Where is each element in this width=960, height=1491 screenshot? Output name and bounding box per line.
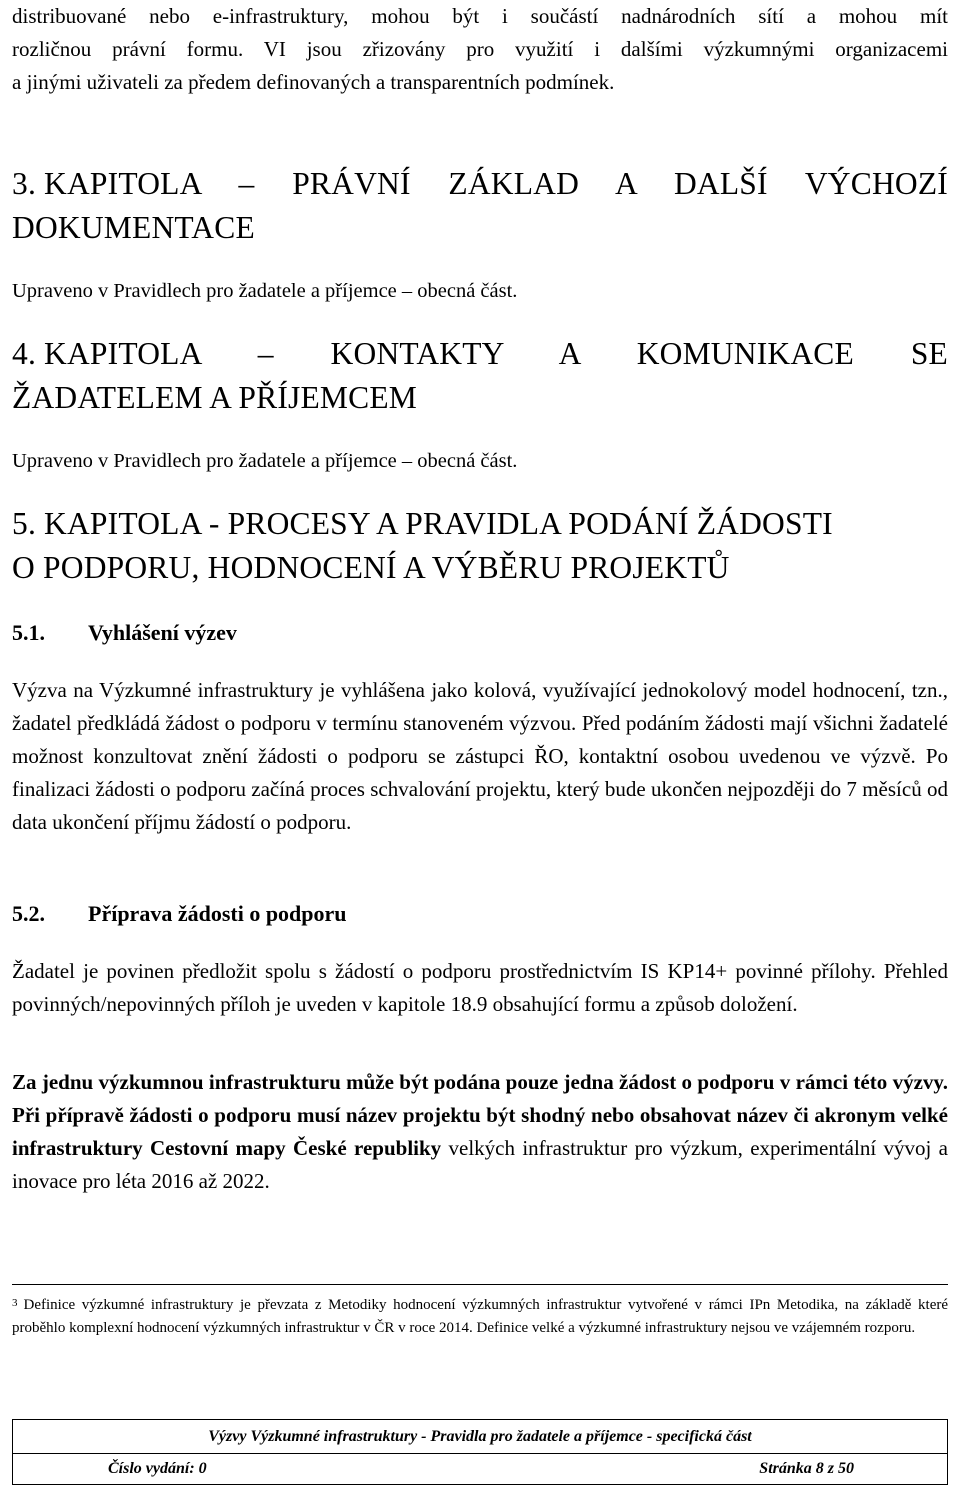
chapter-5-number: 5. <box>12 506 37 541</box>
chapter-5-heading <box>12 502 948 590</box>
section-5-2-body-1 <box>12 955 948 1021</box>
chapter-4-heading <box>12 332 948 420</box>
chapter-4-note: Upraveno v Pravidlech pro žadatele a příjemce – obecná část. <box>12 450 518 472</box>
footnote-separator <box>12 1284 948 1285</box>
chapter-4-number: 4. <box>12 336 37 371</box>
section-5-2-title: Příprava žádosti o podporu <box>88 901 347 926</box>
intro-line-3: a jinými uživateli za předem definovaných a transparentních podmínek. <box>12 70 615 94</box>
section-5-2-bold-text: Za jednu výzkumnou infrastrukturu může být podána pouze jedna žádost o podporu v rámci této výzvy. Při přípravě žádosti o podporu musí název projektu být shodný nebo obsahovat název či akronym velké infrastruktury Cestovní mapy České republiky <box>12 1070 948 1160</box>
section-5-1-body <box>12 674 948 839</box>
chapter-5-title-line-1: KAPITOLA - PROCESY A PRAVIDLA PODÁNÍ ŽÁDOSTI <box>44 506 833 541</box>
chapter-3-title-line-2: DOKUMENTACE <box>12 210 255 245</box>
section-5-1-text: Výzva na Výzkumné infrastruktury je vyhlášena jako kolová, využívající jednokolový model hodnocení, tzn., žadatel předkládá žádost o podporu v termínu stanoveném výzvou. Před podáním žádosti mají všichni žadatelé možnost konzultovat znění žádosti o podporu se zástupci ŘO, kontaktní osobou uvedenou ve výzvě. Po finalizaci žádosti o podporu začíná proces schvalování projektu, který bude ukončen nejpozději do 7 měsíců od data ukončení příjmu žádostí o podporu. <box>12 678 948 834</box>
intro-paragraph <box>12 0 948 99</box>
chapter-3-note: Upraveno v Pravidlech pro žadatele a příjemce – obecná část. <box>12 280 518 302</box>
intro-line-2: rozličnou právní formu. VI jsou zřizovány pro využití i dalšími výzkumnými organizacemi <box>12 37 948 61</box>
footnote-mark: 3 <box>12 1297 18 1309</box>
section-5-2-body-2 <box>12 1066 948 1198</box>
chapter-4-note-block <box>12 446 948 476</box>
section-5-2-heading <box>12 899 948 929</box>
page-footer <box>12 1419 948 1485</box>
section-5-2-text-1: Žadatel je povinen předložit spolu s žádostí o podporu prostřednictvím IS KP14+ povinné přílohy. Přehled povinných/nepovinných příloh je uveden v kapitole 18.9 obsahující formu a způsob doložení. <box>12 959 948 1016</box>
chapter-3-note-block <box>12 276 948 306</box>
chapter-5-title-line-2: O PODPORU, HODNOCENÍ A VÝBĚRU PROJEKTŮ <box>12 550 730 585</box>
chapter-3-heading <box>12 162 948 250</box>
chapter-4-title-line-1: KAPITOLA – KONTAKTY A KOMUNIKACE SE <box>44 336 948 371</box>
footnote <box>12 1294 948 1340</box>
chapter-4-title-line-2: ŽADATELEM A PŘÍJEMCEM <box>12 380 417 415</box>
footer-title: Výzvy Výzkumné infrastruktury - Pravidla pro žadatele a příjemce - specifická část <box>208 1428 752 1445</box>
intro-line-1: distribuované nebo e-infrastruktury, mohou být i součástí nadnárodních sítí a mohou mít <box>12 4 948 28</box>
section-5-2-rest-text: velkých infrastruktur pro výzkum, experimentální vývoj a inovace pro léta 2016 až 2022. <box>12 1136 948 1193</box>
footnote-text: Definice výzkumné infrastruktury je převzata z Metodiky hodnocení výzkumných infrastruktur vytvořené v rámci IPn Metodika, na základě které proběhlo komplexní hodnocení výzkumných infrastruktur v ČR v roce 2014. Definice velké a výzkumné infrastruktury nejsou ve vzájemném rozporu. <box>12 1297 948 1336</box>
footer-issue-number: Číslo vydání: 0 <box>108 1460 207 1477</box>
section-5-2-number: 5.2. <box>12 901 45 926</box>
chapter-3-title-line-1: KAPITOLA – PRÁVNÍ ZÁKLAD A DALŠÍ VÝCHOZÍ <box>44 166 948 201</box>
section-5-1-title: Vyhlášení výzev <box>88 620 237 645</box>
section-5-1-heading <box>12 618 948 648</box>
footer-divider <box>13 1453 947 1454</box>
chapter-3-number: 3. <box>12 166 37 201</box>
footer-page-number: Stránka 8 z 50 <box>759 1460 854 1477</box>
section-5-1-number: 5.1. <box>12 620 45 645</box>
